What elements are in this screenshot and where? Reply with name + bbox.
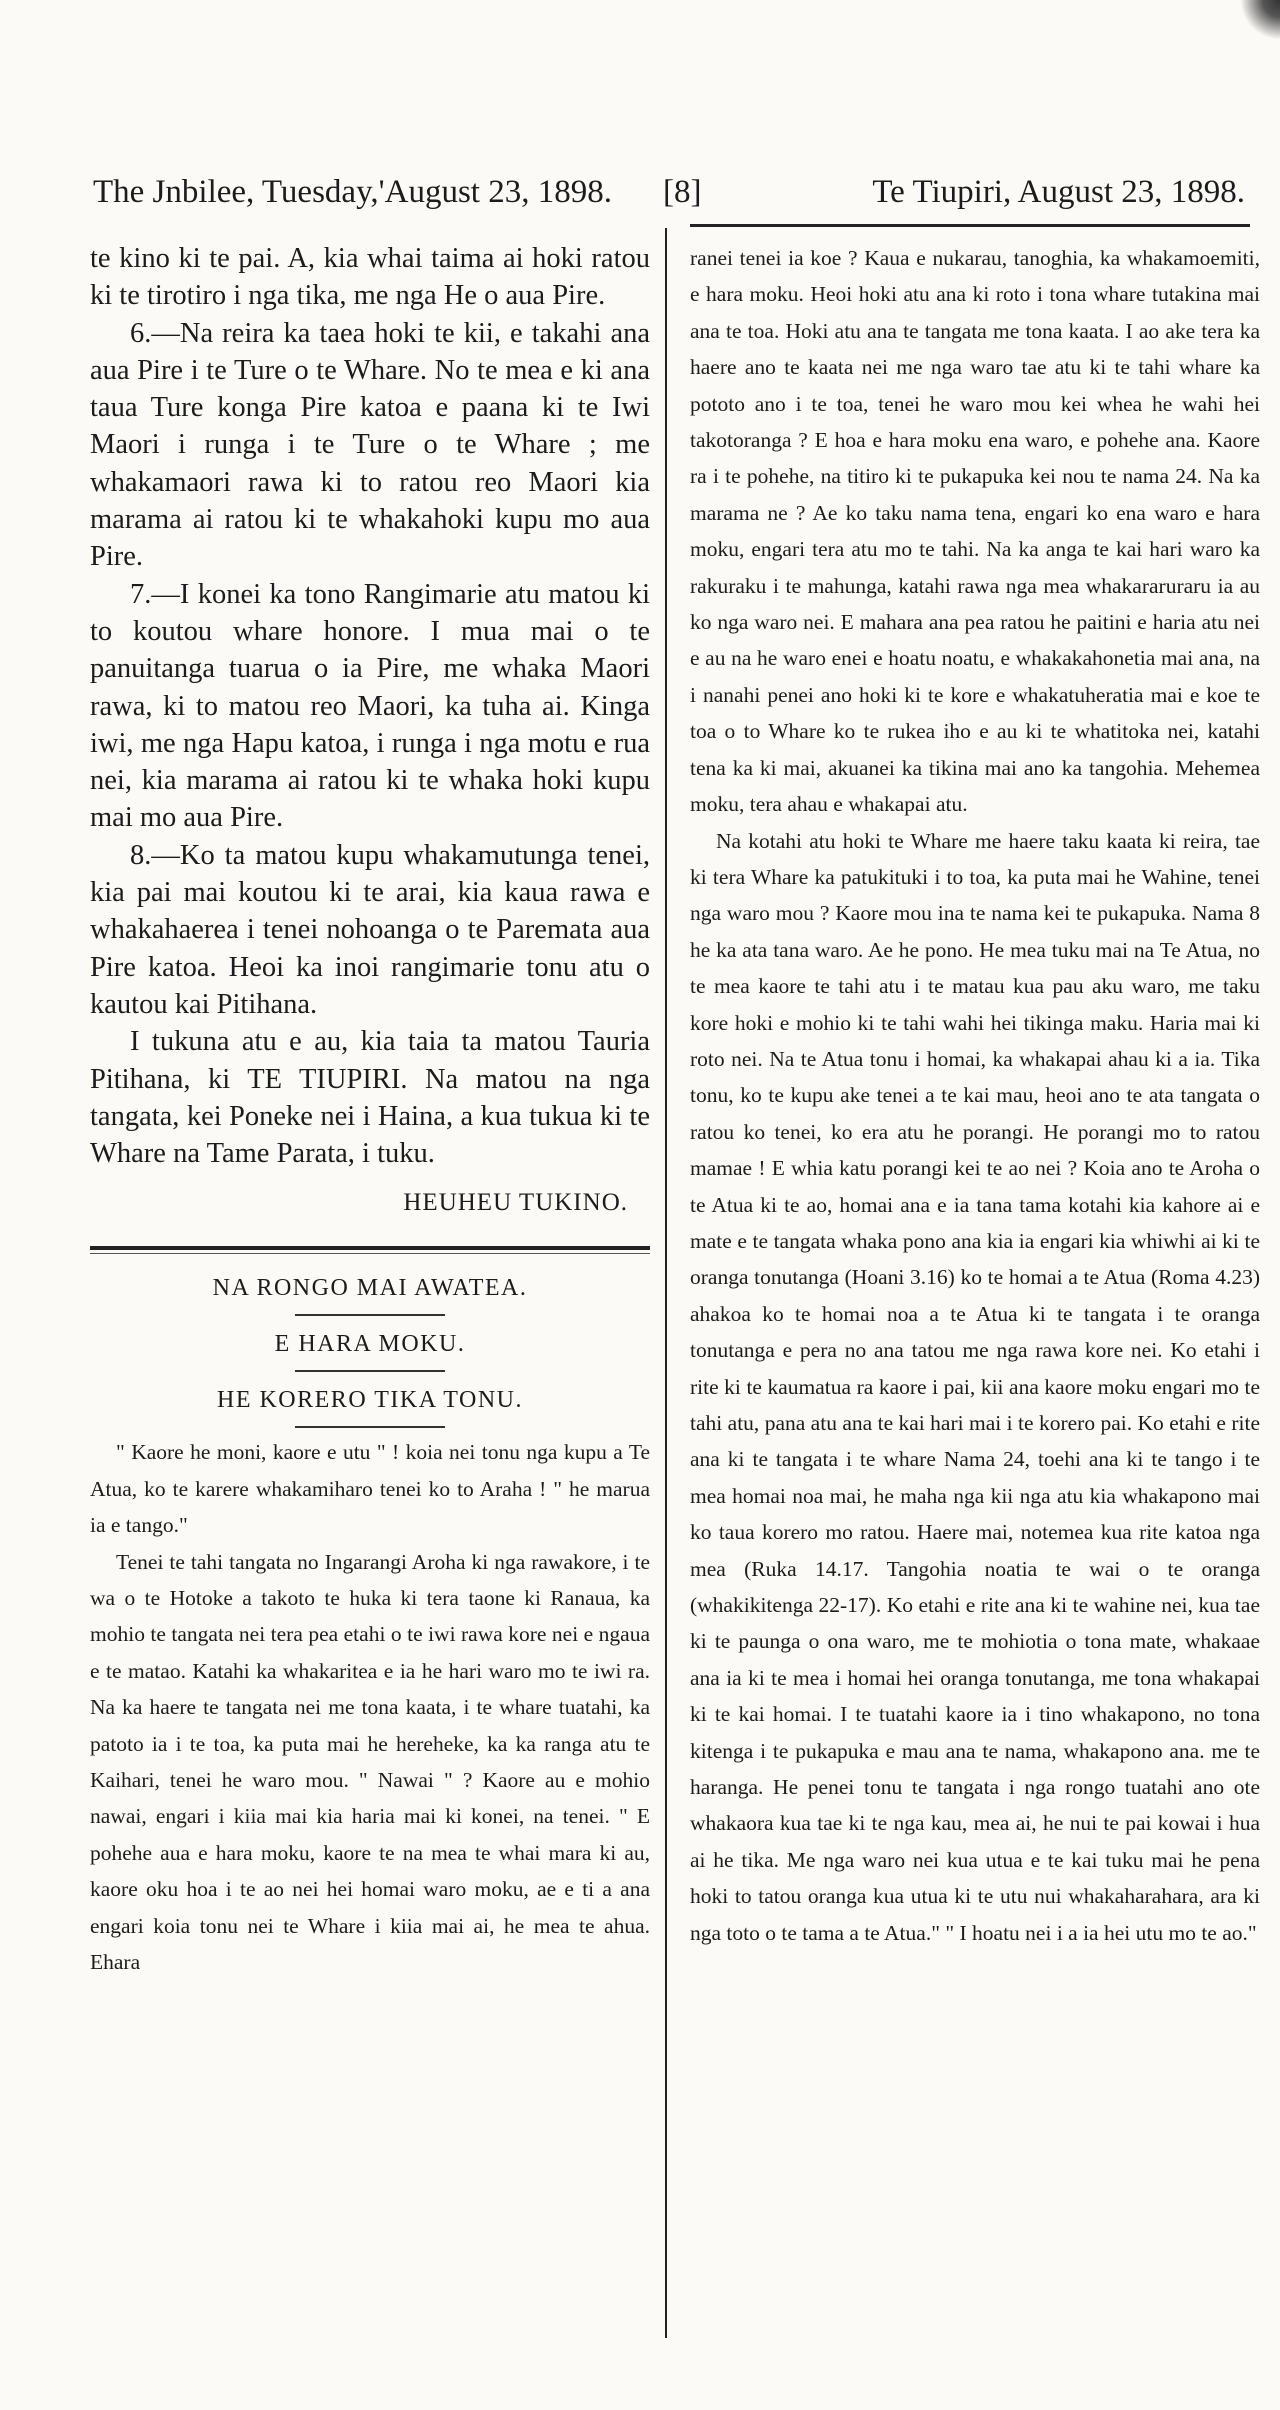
- header-right-title: Te Tiupiri, August 23, 1898.: [872, 174, 1245, 210]
- paragraph: te kino ki te pai. A, kia whai taima ai hoki ratou ki te tirotiro i nga tika, me nga He o aua Pire.: [90, 243, 650, 312]
- petition-text: [90, 240, 650, 1172]
- page-number: [8]: [663, 174, 702, 210]
- paragraph: 7.—I konei ka tono Rangimarie atu matou ki to koutou whare honore. I mua mai o te panuitanga tuarua o ia Pire, me whaka Maori rawa, ki to matou reo Maori, ka tuha ai. Kinga iwi, me nga Hapu katoa, i runga i nga motu e rua nei, kia marama ai ratou ki te whaka hoki kupu mai mo aua Pire.: [90, 578, 650, 834]
- paragraph: " Kaore he moni, kaore e utu " ! koia nei tonu nga kupu a Te Atua, ko te karere whakamiharo tenei ko to Araha ! " he marua ia e tango.": [90, 1440, 650, 1538]
- thin-rule: [90, 1253, 650, 1254]
- signature: HEUHEU TUKINO.: [403, 1189, 628, 1217]
- story-continued: [690, 240, 1260, 1951]
- paragraph: ranei tenei ia koe ? Kaua e nukarau, tanoghia, ka whakamoemiti, e hara moku. Heoi hoki atu ana ki roto i tona whare tutakina mai ana te toa. Hoki atu ana te tangata me tona kaata. I ao ake tera ka haere ano te kaata nei me nga waro tae atu ki te tahi whare ka pototo ano i te toa, tenei he waro mou kei whea he wahi hei takotoranga ? E hoa e hara moku ena waro, e pohehe ana. Kaore ra i te pohehe, na titiro ki te pukapuka kei nou te nama 24. Na ka marama ne ? Ae ko taku nama tena, engari ko ena waro e hara moku, engari tera atu mo te tahi. Na ka anga te kai hari waro ka rakuraku i te mahunga, katahi rawa nga mea whakararuraru ia au ko nga waro nei. E mahara ana pea ratou he paitini e haria atu nei e au na he waro enei e hoatu noatu, e whakakahonetia mai ana, na i nanahi penei ano hoki ki te kore e whakatuheratia mai e koe te toa o to Whare ko te rukea iho e au ki te whatitoka nei, katahi tena ka ki mai, akuanei ka tikina mai ano ka tangohia. Mehemea moku, tera ahau e whakapai atu.: [690, 246, 1260, 817]
- section-separator: [90, 1226, 650, 1266]
- paragraph: I tukuna atu e au, kia taia ta matou Tauria Pitihana, ki TE TIUPIRI. Na matou na nga tangata, kei Poneke nei i Haina, a kua tukua ki te Whare na Tame Parata, i tuku.: [90, 1026, 650, 1170]
- article-heading: NA RONGO MAI AWATEA.: [212, 1275, 528, 1302]
- heading-rule: [295, 1314, 445, 1316]
- page-header: [93, 162, 1265, 222]
- right-column: [690, 240, 1260, 1951]
- paragraph: 8.—Ko ta matou kupu whakamutunga tenei, kia pai mai koutou ki te arai, kia kaua rawa e whakahaerea i tenei nohoanga o te Paremata aua Pire katoa. Heoi ka inoi rangimarie tonu atu o kautou kai Pitihana.: [90, 839, 650, 1020]
- article-subheading: HE KORERO TIKA TONU.: [216, 1387, 523, 1414]
- header-left-title: The Jnbilee, Tuesday,'August 23, 1898.: [93, 174, 612, 210]
- article-subheading: E HARA MOKU.: [274, 1331, 466, 1358]
- paragraph: 6.—Na reira ka taea hoki te kii, e takahi ana aua Pire i te Ture o te Whare. No te mea e ki ana taua Ture konga Pire katoa e paana ki te Iwi Maori i runga i te Ture o te Whare ; me whakamaori rawa ki to ratou reo Maori kia marama ai ratou ki te whakahoki kupu mo aua Pire.: [90, 317, 650, 573]
- column-divider: [665, 228, 667, 2338]
- heading-rule: [295, 1370, 445, 1372]
- story-text: [90, 1434, 650, 1980]
- thick-rule: [90, 1246, 650, 1250]
- right-column-top-rule: [690, 224, 1250, 227]
- paragraph: Na kotahi atu hoki te Whare me haere taku kaata ki reira, tae ki tera Whare ka patukituki i to toa, ka puta mai he Wahine, tenei nga waro mou ? Kaore mou ina te nama kei te pukapuka. Nama 8 he ka ata tana waro. Ae he pono. He mea tuku mai na Te Atua, no te mea kaore te tahi atu i te matau kua pau aku waro, me taku kore hoki e mohio ki te tahi wahi hei tikinga maku. Haria mai ki roto nei. Na te Atua tonu i homai, ka whakapai ahau ki a ia. Tika tonu, ko te kupu ake tenei a te kai mau, heoi ano te ata tangata o ratou ko tenei, ko era atu he porangi. He porangi mo to ratou mamae ! E whia katu porangi kei te ao nei ? Koia ano te Aroha o te Atua ki te ao, homai ana e ia tana tama kotahi kia kahore ai e mate e te tangata whaka pono ana kia ia engari kia whiwhi ai ki te oranga tonutanga (Hoani 3.16) ko te homai a te Atua (Roma 4.23) ahakoa ko te homai noa a te Atua ki te tangata i te oranga tonutanga e pera no ana tatou me nga rawa kore nei. Ko etahi i rite ki te kaumatua ra kaore i pai, kii ana kaore moku engari mo te tahi atu, pana atu ana te kai hari mai i te korero pai. Ko etahi e rite ana ki te tangata i te whare Nama 24, toehi ana ki te tango i te mea homai noa mai, he maha nga kii nga atu kia whakapono mai ko taua korero mo ratou. Haere mai, notemea kua rite katoa nga mea (Ruka 14.17. Tangohia noatia te wai o te oranga (whakikitenga 22-17). Ko etahi e rite ana ki te wahine nei, kua tae ki te paunga o ona waro, me te mohiotia o tona mate, whakaae ana ia ki te mea i homai hei oranga tonutanga, me tona whakapai ki te kai homai. I te tuatahi kaore ia i tino whakapono, no tona kitenga i te pukapuka e mau ana te nama, whakapono ana. me te haranga. He penei tonu te tangata i nga rongo tuatahi ano ote whakaora kua tae ki te nga kau, mea ai, he nui te pai kowai i hua ai he tika. Me nga waro nei kua utua e te kai tuku mai he pena hoki to tatou oranga kua utua ki te utu nui whakaharahara, ara ki nga toto o te tama a te Atua." " I hoatu nei i a ia hei utu mo te ao.": [690, 828, 1260, 1945]
- heading-rule: [295, 1426, 445, 1428]
- scan-corner-blot: [1240, 0, 1280, 40]
- paragraph: Tenei te tahi tangata no Ingarangi Aroha ki nga rawakore, i te wa o te Hotoke a takoto te huka ki tera taone ki Ranaua, ka mohio te tangata nei tera pea etahi o te iwi rawa kore nei e ngaua e te matao. Katahi ka whakaritea e ia he hari waro mo te iwi ra. Na ka haere te tangata nei me tona kaata, i te whare tuatahi, ka patoto ia i te toa, ka puta mai he hereheke, ka ka ranga atu te Kaihari, tenei he waro mou. " Nawai " ? Kaore au e mohio nawai, engari i kiia mai kia haria mai ki konei, na tenei. " E pohehe aua e hara moku, kaore te na mea te whai mara ki au, kaore oku hoa i te ao nei hei homai waro moku, ae e ti a ana engari koia tonu nei te Whare i kiia mai ai, he mea te ahua. Ehara: [90, 1549, 650, 1975]
- left-column: [90, 240, 650, 1981]
